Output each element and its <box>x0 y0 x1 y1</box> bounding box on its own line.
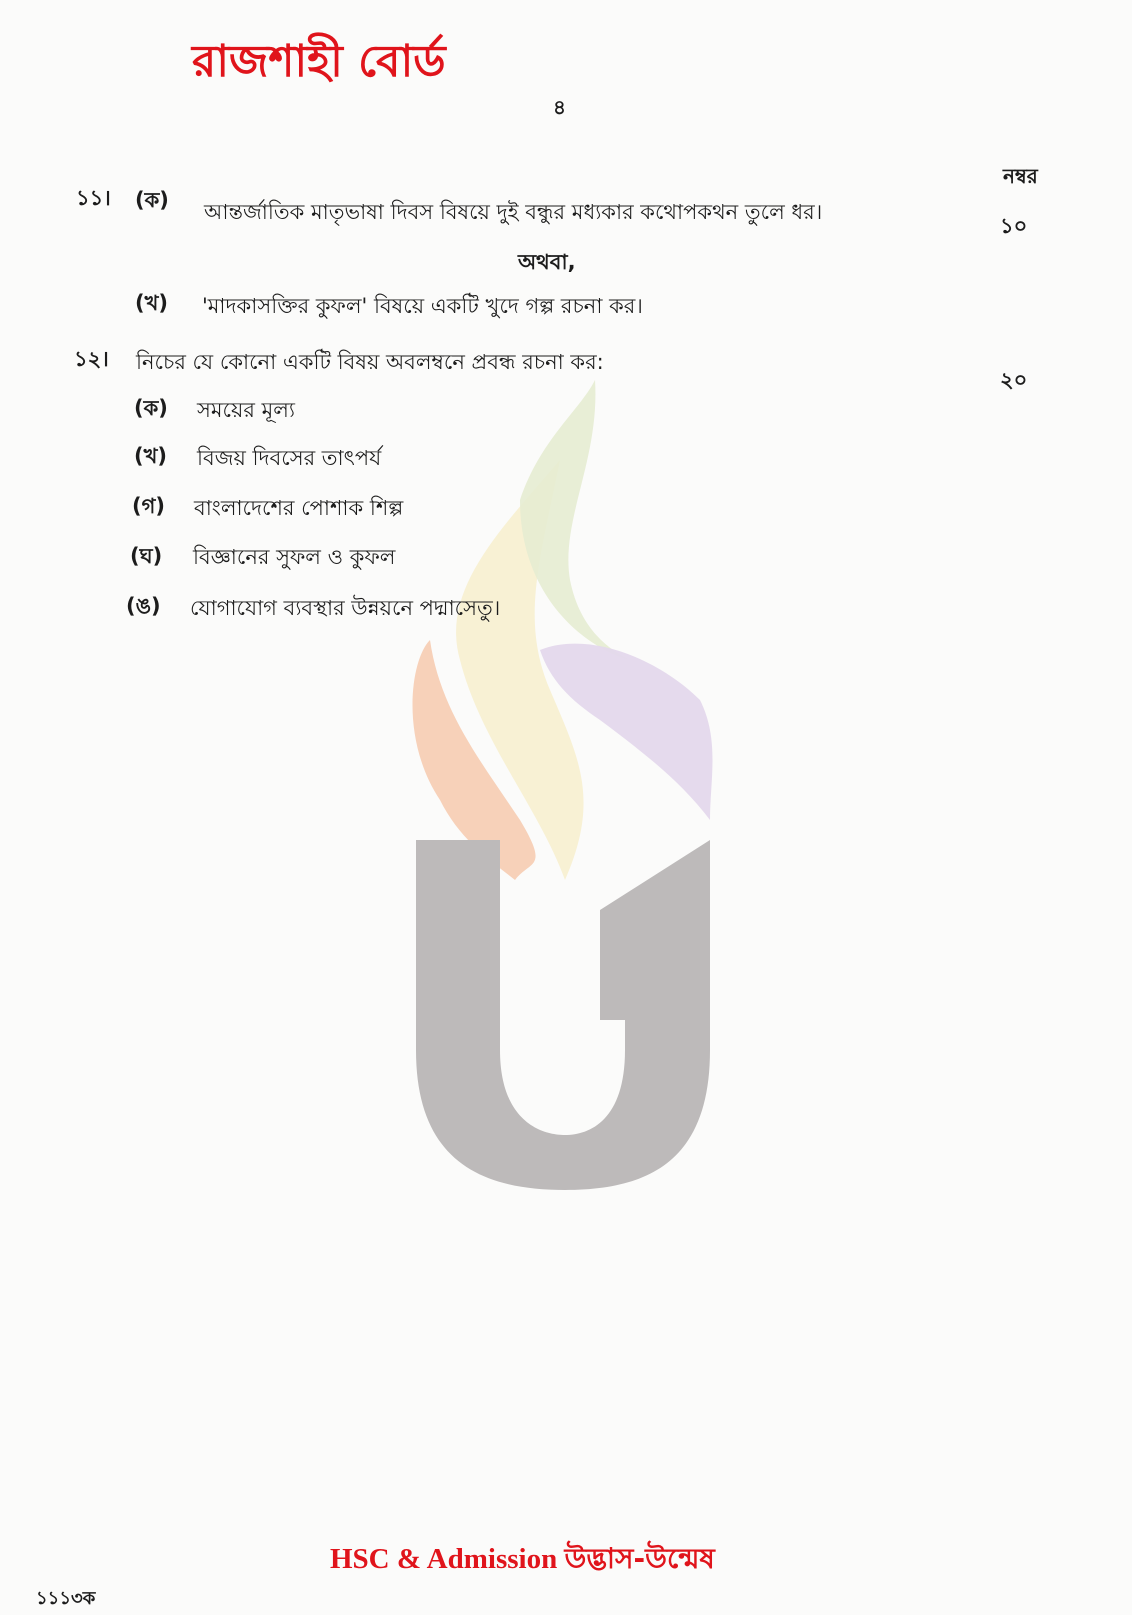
corner-code: ১১১৩ক <box>36 1588 96 1609</box>
question-12-option-gha-text: বিজ্ঞানের সুফল ও কুফল <box>193 545 396 569</box>
question-11-separator: অথবা, <box>518 250 576 274</box>
question-11-part-ka-label: (ক) <box>135 188 169 212</box>
udvash-watermark-logo <box>400 360 730 1220</box>
question-12-option-kha-label: (খ) <box>134 444 167 468</box>
question-11-number: ১১। <box>76 186 111 210</box>
question-11-marks: ১০ <box>1000 214 1028 238</box>
question-12-number: ১২। <box>74 347 109 371</box>
question-12-option-umo-text: যোগাযোগ ব্যবস্থার উন্নয়নে পদ্মাসেতু। <box>190 596 501 620</box>
footer-brand-bangla: উদ্ভাস-উন্মেষ <box>564 1542 715 1575</box>
question-12-option-kha-text: বিজয় দিবসের তাৎপর্য <box>197 446 382 470</box>
footer-brand-latin: HSC & Admission <box>330 1543 558 1575</box>
question-12-option-umo-label: (ঙ) <box>126 594 161 618</box>
question-11-part-ka-text: আন্তর্জাতিক মাতৃভাষা দিবস বিষয়ে দুই বন্ধুর মধ্যকার কথোপকথন তুলে ধর। <box>204 200 823 224</box>
question-12-option-ga-text: বাংলাদেশের পোশাক শিল্প <box>194 496 404 520</box>
flame-green <box>520 380 630 660</box>
question-11-part-kha-label: (খ) <box>135 291 168 315</box>
page-number: ৪ <box>553 95 566 119</box>
marks-heading: নম্বর <box>1003 164 1038 188</box>
logo-u-shape <box>416 840 710 1190</box>
footer-brand <box>330 1537 715 1584</box>
board-title: রাজশাহী বোর্ড <box>192 36 446 87</box>
question-12-option-ka-text: সময়ের মূল্য <box>197 398 295 422</box>
question-12-prompt: নিচের যে কোনো একটি বিষয় অবলম্বনে প্রবন্ধ রচনা কর: <box>136 350 604 374</box>
question-12-option-gha-label: (ঘ) <box>130 544 163 568</box>
question-12-option-ka-label: (ক) <box>134 396 168 420</box>
question-12-option-ga-label: (গ) <box>132 494 165 518</box>
question-12-marks: ২০ <box>1000 368 1028 392</box>
question-11-part-kha-text: 'মাদকাসক্তির কুফল' বিষয়ে একটি খুদে গল্প রচনা কর। <box>202 294 643 318</box>
